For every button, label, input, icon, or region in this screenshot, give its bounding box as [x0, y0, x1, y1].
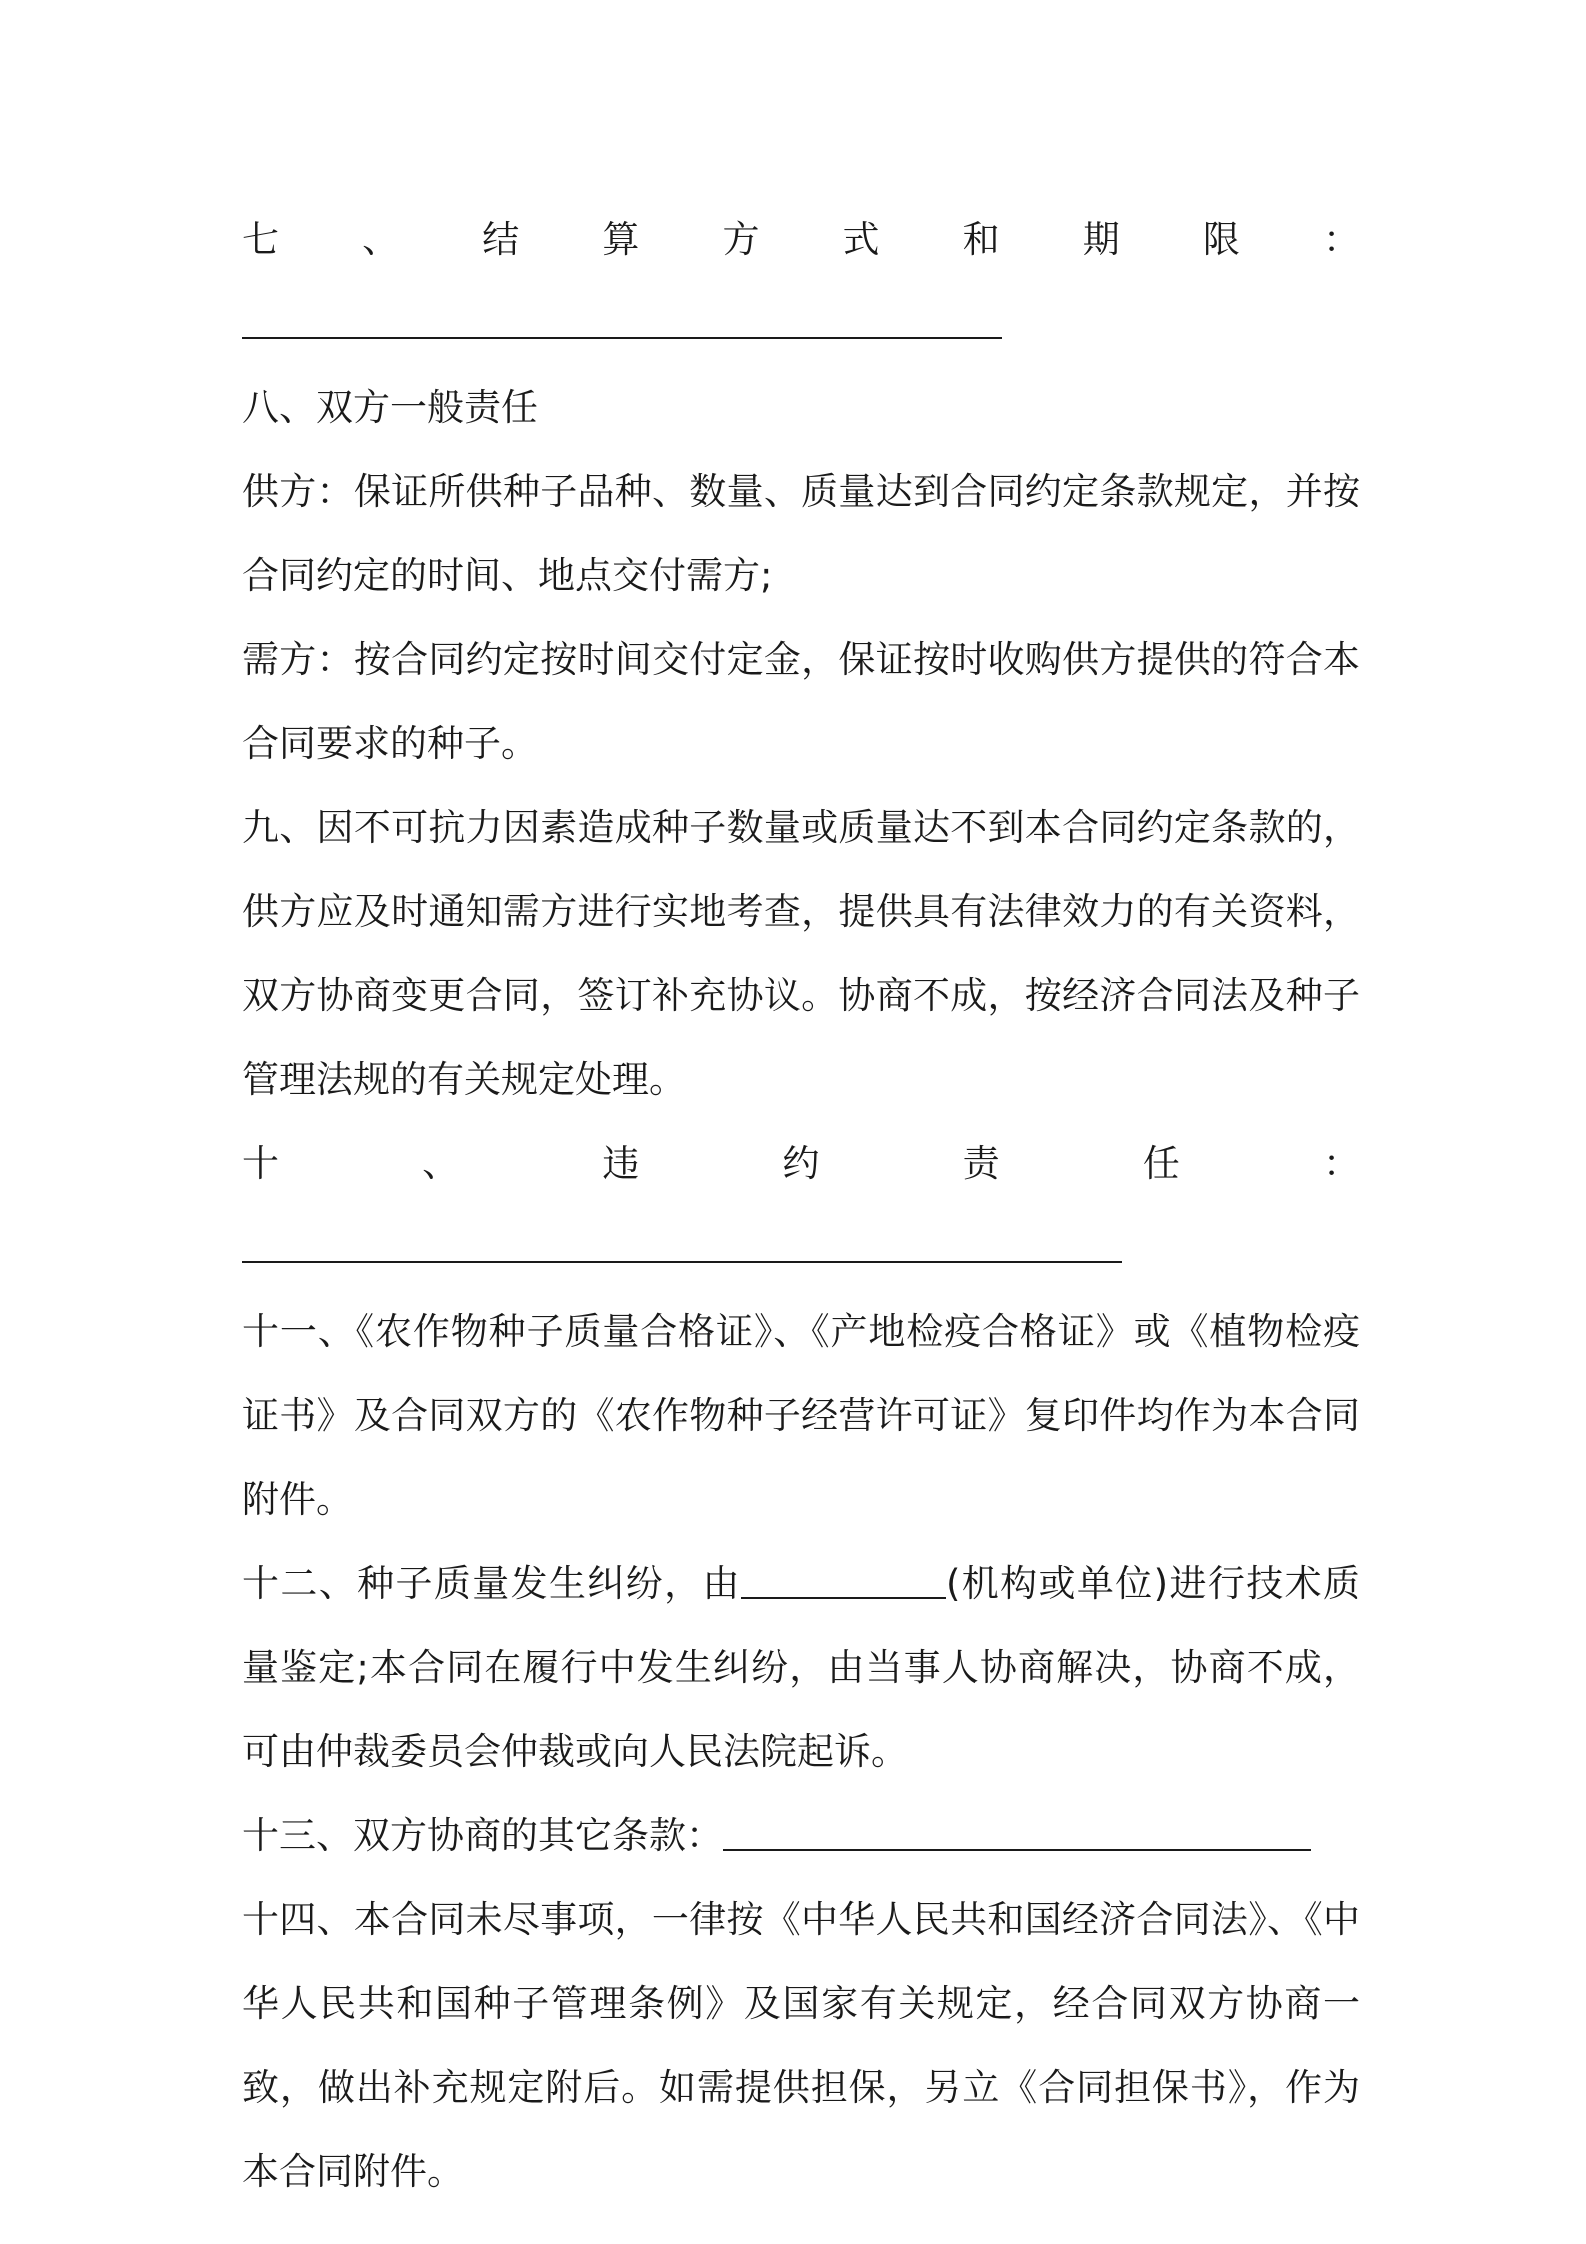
clause-12-text-after: (机构或单位)进行技术质量鉴定;本合同在履行中发生纠纷，由当事人协商解决，协商不成，可由仲裁委员会仲裁或向人民法院起诉。	[242, 1562, 1361, 1773]
clause-7	[242, 198, 1360, 366]
clause-7-text: 七、结算方式和期限：	[242, 218, 1360, 261]
clause-9: 九、因不可抗力因素造成种子数量或质量达不到本合同约定条款的，供方应及时通知需方进行实地考查，提供具有法律效力的有关资料，双方协商变更合同，签订补充协议。协商不成，按经济合同法及种子管理法规的有关规定处理。	[242, 806, 1360, 1101]
settlement-blank-line	[242, 300, 1002, 339]
clause-13	[242, 1794, 1360, 1878]
clause-8-buyer: 需方：按合同约定按时间交付定金，保证按时收购供方提供的符合本合同要求的种子。	[242, 638, 1360, 765]
clause-10-text: 十、违约责任：	[242, 1142, 1360, 1185]
liability-blank-line	[242, 1224, 1122, 1263]
contract-body	[242, 198, 1360, 2214]
clause-8-supplier: 供方：保证所供种子品种、数量、质量达到合同约定条款规定，并按合同约定的时间、地点交付需方;	[242, 470, 1360, 597]
clause-10	[242, 1122, 1360, 1290]
other-terms-blank-line	[723, 1812, 1311, 1851]
clause-8-heading: 八、双方一般责任	[242, 386, 538, 429]
clause-12	[242, 1542, 1360, 1794]
clause-14: 十四、本合同未尽事项，一律按《中华人民共和国经济合同法》、《中华人民共和国种子管理条例》及国家有关规定，经合同双方协商一致，做出补充规定附后。如需提供担保，另立《合同担保书》，作为本合同附件。	[242, 1898, 1360, 2193]
clause-11: 十一、《农作物种子质量合格证》、《产地检疫合格证》或《植物检疫证书》及合同双方的《农作物种子经营许可证》复印件均作为本合同附件。	[242, 1310, 1360, 1521]
clause-13-text: 十三、双方协商的其它条款：	[242, 1814, 723, 1857]
clause-12-text-before: 十二、种子质量发生纠纷，由	[242, 1562, 741, 1605]
institution-blank-line	[741, 1560, 946, 1599]
